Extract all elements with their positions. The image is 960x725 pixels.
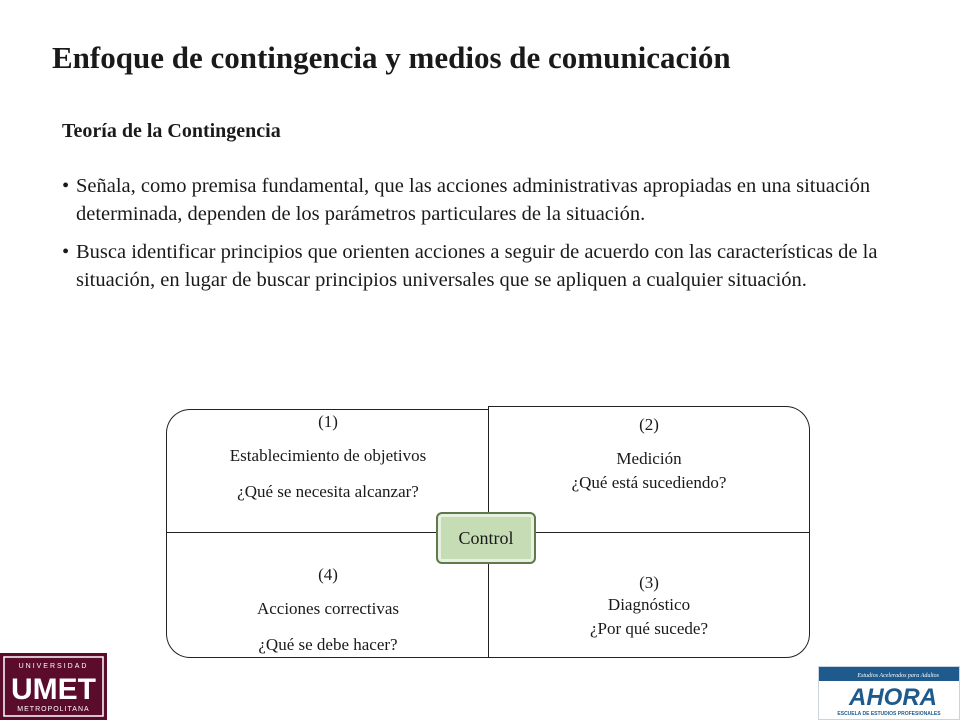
bullet-icon: • <box>62 241 70 263</box>
umet-bottom-text: METROPOLITANA <box>17 706 90 713</box>
quadrant-question: ¿Qué se debe hacer? <box>258 635 398 654</box>
quadrant-label: Acciones correctivas <box>256 599 400 618</box>
ahora-bottom-text: ESCUELA DE ESTUDIOS PROFESIONALES <box>837 711 941 717</box>
quadrant-question: ¿Qué se necesita alcanzar? <box>237 482 419 501</box>
quadrant-number: (3) <box>639 573 659 592</box>
quadrant-diagnosis <box>488 532 810 658</box>
page-title: Enfoque de contingencia y medios de comunicación <box>52 40 731 75</box>
quadrant-label: Medición <box>616 449 682 468</box>
quadrant-label: Diagnóstico <box>607 595 691 614</box>
umet-logo-graphic <box>0 653 107 720</box>
ahora-tagline: Estudios Acelerados para Adultos <box>857 673 939 679</box>
ahora-main-text: AHORA <box>849 684 937 711</box>
umet-logo <box>0 653 107 720</box>
quadrant-question: ¿Qué está sucediendo? <box>571 473 727 492</box>
quadrant-number: (4) <box>318 565 338 584</box>
quadrant-question: ¿Por qué sucede? <box>589 619 708 638</box>
quadrant-number: (1) <box>318 412 338 431</box>
bullet-icon: • <box>62 175 70 197</box>
bullet-text: Señala, como premisa fundamental, que las acciones administrativas apropiadas en una situación determinada, dependen de los parámetros particulares de la situación. <box>76 175 871 225</box>
bullet-list <box>62 172 892 304</box>
ahora-logo-graphic <box>819 667 959 719</box>
section-subtitle: Teoría de la Contingencia <box>62 120 281 142</box>
bullet-item <box>62 172 892 228</box>
umet-top-text: UNIVERSIDAD <box>18 663 89 670</box>
bullet-item <box>62 238 892 294</box>
ahora-logo <box>818 666 960 720</box>
bullet-text: Busca identificar principios que orienten acciones a seguir de acuerdo con las características de la situación, en lugar de buscar principios universales que se apliquen a cualquier situación. <box>76 241 878 291</box>
quadrant-number: (2) <box>639 415 659 434</box>
control-box: Control <box>436 512 536 564</box>
quadrant-label: Establecimiento de objetivos <box>229 446 427 465</box>
quadrant-measurement <box>488 406 810 532</box>
umet-main-text: UMET <box>11 673 96 706</box>
